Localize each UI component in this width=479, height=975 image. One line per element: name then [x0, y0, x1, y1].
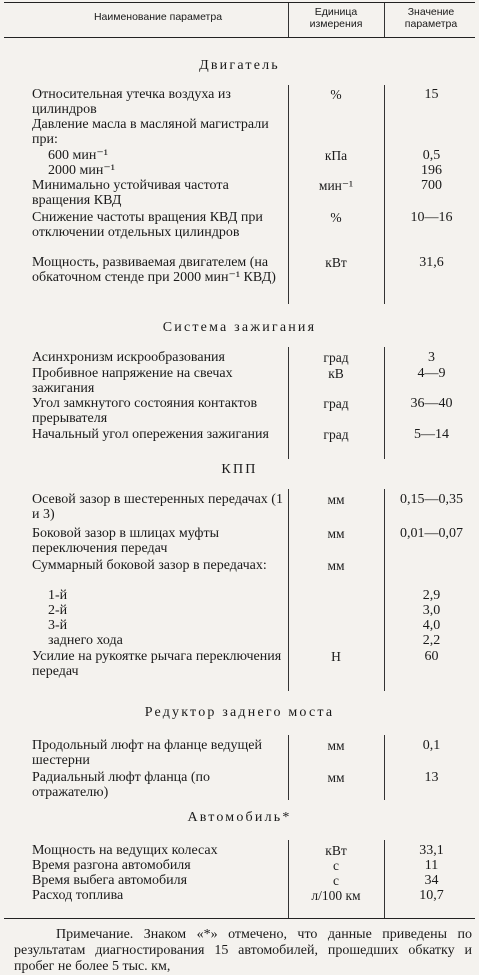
param-value: 0,5: [422, 148, 441, 163]
param-value: 31,6: [419, 255, 444, 270]
section-title-ignition: Система зажигания: [162, 320, 317, 335]
param-unit: мм: [327, 770, 345, 785]
param-name: Время выбега автомобиля: [32, 873, 188, 888]
param-name: 2000 мин⁻¹: [48, 163, 115, 178]
param-value: 10,7: [419, 888, 444, 903]
param-value: 15: [424, 87, 439, 102]
param-value: 700: [421, 178, 442, 193]
param-unit: мм: [327, 738, 345, 753]
param-name: 1-й: [48, 588, 68, 603]
param-name: Минимально устойчивая частота вращения КВД: [32, 178, 229, 208]
param-value: 4,0: [422, 618, 441, 633]
param-name: Относительная утечка воздуха из цилиндров: [32, 87, 231, 117]
param-unit: кПа: [324, 148, 348, 163]
param-name: 2-й: [48, 603, 68, 618]
param-value: 0,15—0,35: [400, 492, 463, 507]
param-name: Начальный угол опережения зажигания: [32, 427, 269, 442]
col-divider: [384, 85, 385, 304]
param-value: 3: [428, 350, 435, 365]
param-value: 33,1: [419, 843, 444, 858]
param-name: Давление масла в масляной магистрали при:: [32, 117, 269, 147]
param-name: Суммарный боковой зазор в передачах:: [32, 558, 267, 573]
param-name: Радиальный люфт фланца (по отражателю): [32, 770, 211, 800]
param-value: 10—16: [410, 210, 453, 225]
param-name: Время разгона автомобиля: [32, 858, 191, 873]
col-divider: [384, 3, 385, 37]
param-unit: град: [323, 427, 349, 442]
param-value: 0,1: [422, 738, 441, 753]
param-name: Усилие на рукоятке рычага переключения передач: [32, 649, 282, 679]
section-title-engine: Двигатель: [199, 58, 280, 73]
param-unit: кВт: [325, 255, 347, 270]
param-unit: л/100 км: [311, 888, 361, 903]
param-value: 36—40: [410, 396, 453, 411]
param-unit: мм: [327, 492, 345, 507]
param-unit: %: [330, 87, 342, 102]
header-name: Наименование параметра: [93, 11, 223, 23]
param-unit: кВ: [328, 366, 344, 381]
param-name: Угол замкнутого состояния контактов прерывателя: [32, 396, 258, 426]
param-unit: кВт: [325, 843, 347, 858]
section-title-vehicle: Автомобиль*: [187, 810, 292, 825]
param-name: 3-й: [48, 618, 68, 633]
param-name: заднего хода: [48, 633, 123, 648]
param-name: 600 мин⁻¹: [48, 148, 108, 163]
header-unit: Единица измерения: [309, 6, 363, 30]
param-name: Продольный люфт на фланце ведущей шестерни: [32, 738, 262, 768]
param-unit: мм: [327, 558, 345, 573]
param-value: 4—9: [417, 366, 446, 381]
section-title-gearbox: КПП: [221, 462, 258, 477]
param-value: 2,9: [422, 588, 441, 603]
param-value: 34: [424, 873, 439, 888]
param-value: 196: [421, 163, 442, 178]
header-bottom-rule: [4, 37, 475, 38]
param-name: Боковой зазор в шлицах муфты переключения передач: [32, 526, 220, 556]
param-unit: мм: [327, 526, 345, 541]
param-unit: Н: [331, 649, 341, 664]
param-unit: мин⁻¹: [318, 178, 354, 193]
param-value: 11: [424, 858, 439, 873]
param-unit: с: [333, 873, 339, 888]
param-value: 3,0: [422, 603, 441, 618]
table-bottom-rule: [4, 918, 475, 919]
table-top-rule: [4, 2, 475, 3]
param-name: Расход топлива: [32, 888, 124, 903]
param-name: Мощность на ведущих колесах: [32, 843, 218, 858]
param-unit: град: [323, 350, 349, 365]
param-name: Асинхронизм искрообразования: [32, 350, 225, 365]
param-name: Мощность, развиваемая двигателем (на обкаточном стенде при 2000 мин⁻¹ КВД): [32, 255, 276, 285]
param-value: 0,01—0,07: [400, 526, 463, 541]
col-divider: [288, 85, 289, 304]
param-value: 60: [424, 649, 439, 664]
param-unit: град: [323, 396, 349, 411]
footnote: Примечание. Знаком «*» отмечено, что данные приведены по результатам диагностирования 15 автомобилей, прошедших обкатку и пробег не более 5 тыс. км,: [14, 927, 472, 974]
param-unit: с: [333, 858, 339, 873]
param-name: Снижение частоты вращения КВД при отключении отдельных цилиндров: [32, 210, 263, 240]
param-name: Осевой зазор в шестеренных передачах (1 и 3): [32, 492, 283, 522]
col-divider: [288, 3, 289, 37]
param-unit: %: [330, 210, 342, 225]
section-title-rear-axle: Редуктор заднего моста: [144, 705, 335, 720]
param-name: Пробивное напряжение на свечах зажигания: [32, 366, 233, 396]
param-value: 5—14: [414, 427, 449, 442]
param-value: 2,2: [422, 633, 441, 648]
param-value: 13: [424, 770, 439, 785]
header-value: Значение параметра: [404, 6, 458, 30]
